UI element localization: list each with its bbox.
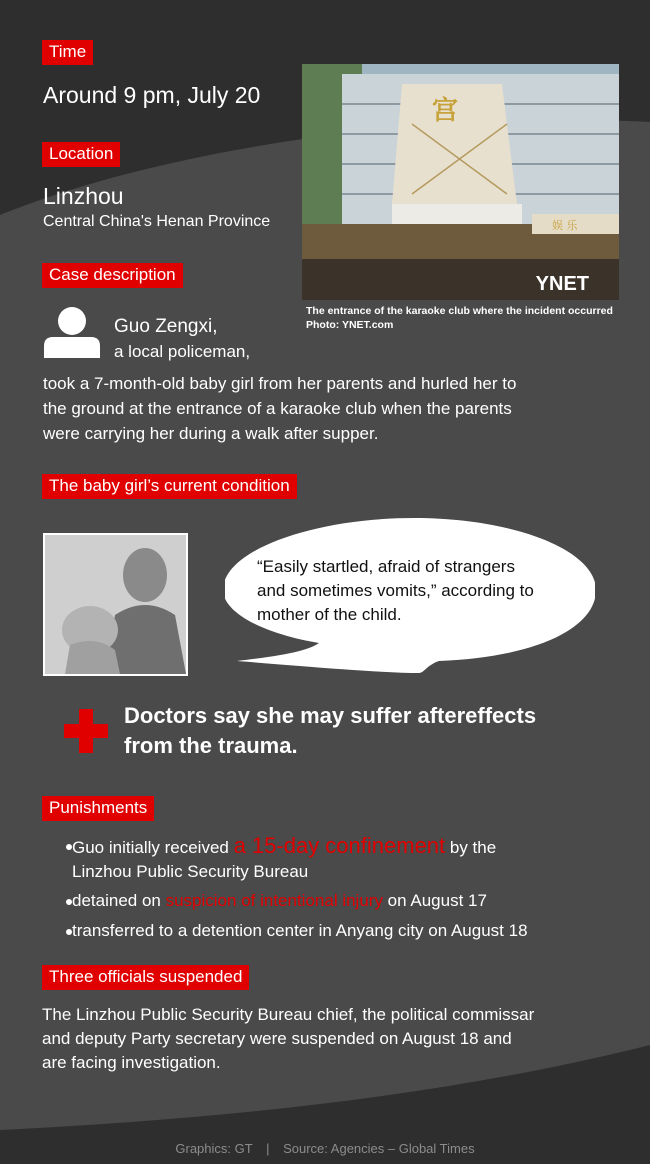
punishment-item: transferred to a detention center in Anyang city on August 18 bbox=[72, 919, 528, 943]
case-tag: Case description bbox=[42, 263, 183, 288]
case-line: the ground at the entrance of a karaoke club when the parents bbox=[43, 399, 512, 418]
time-value: Around 9 pm, July 20 bbox=[43, 82, 261, 108]
punishments-tag: Punishments bbox=[42, 796, 154, 821]
punishment-item bbox=[72, 834, 496, 884]
punishment-item bbox=[72, 889, 487, 913]
suspect-role: a local policeman, bbox=[114, 342, 251, 361]
svg-text:宫: 宫 bbox=[432, 96, 459, 126]
quote-line: “Easily startled, afraid of strangers bbox=[257, 557, 515, 576]
photo-watermark: YNET bbox=[535, 273, 589, 295]
svg-text:娱 乐: 娱 乐 bbox=[552, 219, 578, 232]
location-city: Linzhou bbox=[43, 183, 124, 209]
time-tag: Time bbox=[42, 40, 93, 65]
doctors-line: Doctors say she may suffer aftereffects bbox=[124, 703, 537, 728]
highlight-text: suspicion of intentional injury bbox=[165, 891, 383, 910]
officials-line: The Linzhou Public Security Bureau chief, the political commissar bbox=[42, 1005, 535, 1024]
text: on August 17 bbox=[382, 891, 487, 910]
officials-text bbox=[42, 1003, 534, 1075]
person-icon bbox=[43, 306, 101, 358]
text: by the bbox=[445, 838, 497, 857]
footer-graphics: Graphics: GT bbox=[175, 1141, 253, 1156]
karaoke-club-photo bbox=[302, 64, 619, 300]
quote-line: and sometimes vomits,” according to bbox=[257, 581, 534, 600]
condition-tag: The baby girl’s current condition bbox=[42, 474, 297, 499]
photo-caption-text: The entrance of the karaoke club where the incident occurred bbox=[306, 305, 613, 317]
doctors-line: from the trauma. bbox=[124, 733, 298, 758]
doctors-statement bbox=[124, 701, 536, 761]
location-province: Central China's Henan Province bbox=[43, 213, 271, 230]
case-text bbox=[43, 371, 516, 446]
footer-separator: | bbox=[266, 1141, 270, 1156]
text: Guo initially received bbox=[72, 838, 234, 857]
suspect-name: Guo Zengxi, bbox=[114, 316, 218, 337]
footer bbox=[0, 1141, 650, 1156]
officials-line: are facing investigation. bbox=[42, 1053, 221, 1072]
mother-quote bbox=[257, 555, 534, 627]
quote-line: mother of the child. bbox=[257, 605, 402, 624]
officials-line: and deputy Party secretary were suspended on August 18 and bbox=[42, 1029, 512, 1048]
mother-child-photo bbox=[43, 533, 188, 676]
photo-credit: Photo: YNET.com bbox=[306, 319, 394, 331]
photo-caption bbox=[306, 304, 613, 332]
location-tag: Location bbox=[42, 142, 120, 167]
officials-tag: Three officials suspended bbox=[42, 965, 249, 990]
case-line: were carrying her during a walk after supper. bbox=[43, 424, 379, 443]
text: detained on bbox=[72, 891, 166, 910]
text: Linzhou Public Security Bureau bbox=[72, 862, 309, 881]
case-line: took a 7-month-old baby girl from her parents and hurled her to bbox=[43, 374, 517, 393]
highlight-text: a 15-day confinement bbox=[233, 833, 446, 858]
footer-source: Source: Agencies – Global Times bbox=[283, 1141, 475, 1156]
medical-cross-icon bbox=[64, 709, 108, 753]
